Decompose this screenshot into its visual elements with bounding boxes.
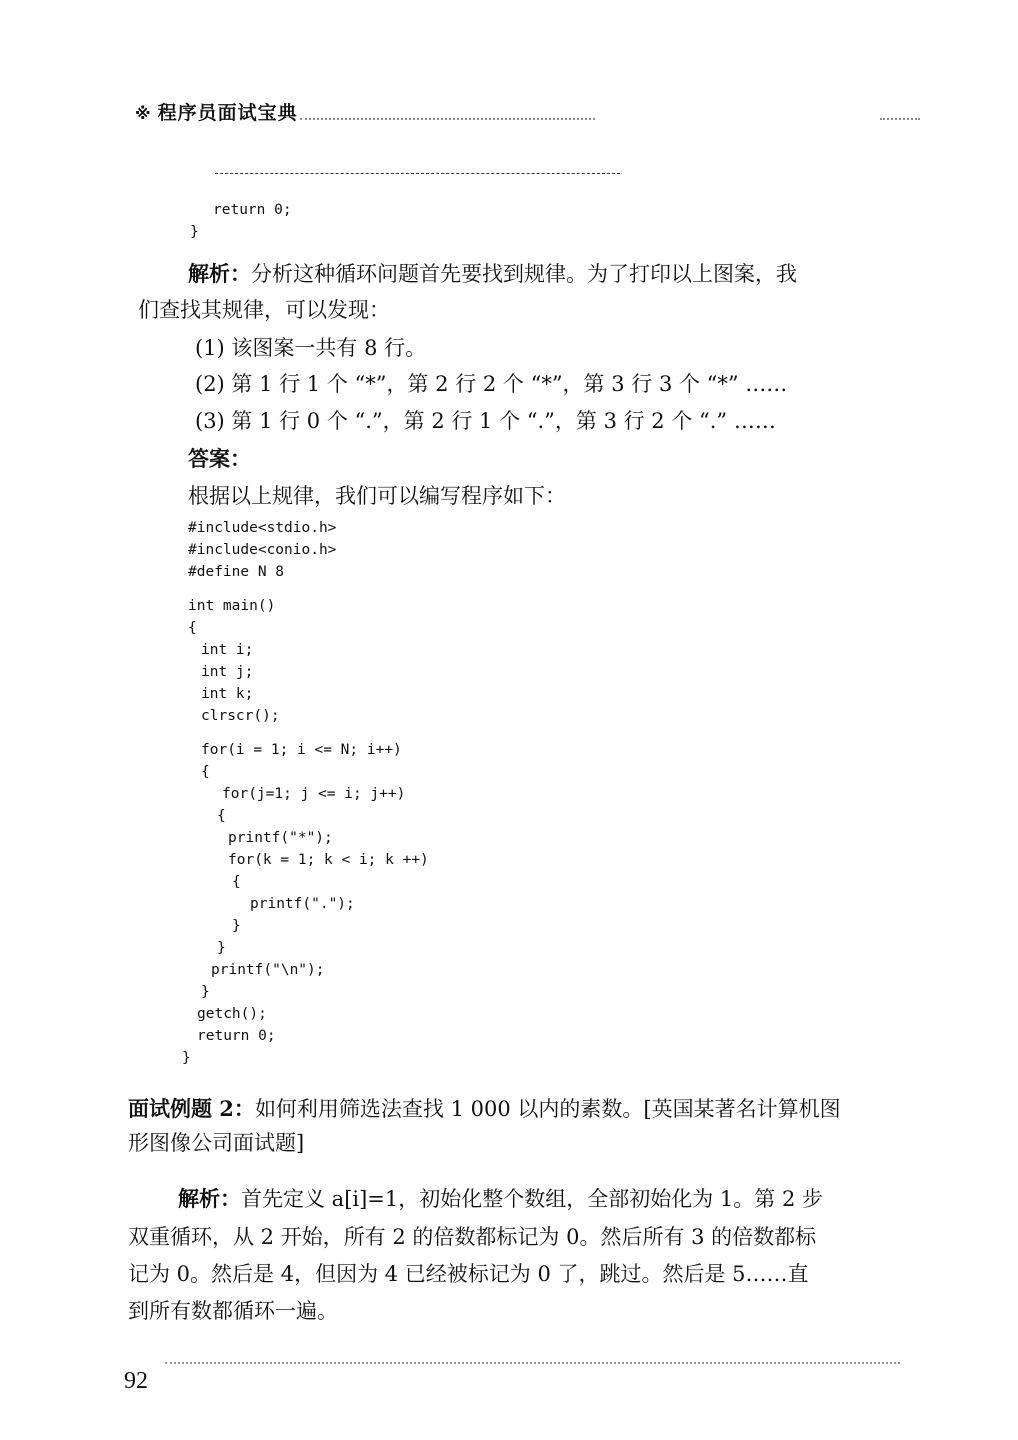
- header-dotted-rule-right: [880, 118, 920, 120]
- code-line: {: [217, 808, 226, 824]
- analysis-paragraph-line1: [188, 257, 797, 291]
- analysis-label: 解析：: [188, 261, 251, 286]
- analysis-text-1: 分析这种循环问题首先要找到规律。为了打印以上图案，我: [251, 262, 797, 286]
- analysis-2-text-4: 到所有数都循环一遍。: [128, 1299, 338, 1323]
- example-2-label: 面试例题 2：: [128, 1096, 255, 1121]
- answer-label: 答案：: [188, 446, 251, 471]
- code-line: int i;: [201, 642, 254, 658]
- page-number: 92: [124, 1368, 148, 1394]
- code-line: #define N 8: [188, 564, 285, 580]
- code-line: for(j=1; j <= i; j++): [222, 786, 406, 802]
- code-line: #include<stdio.h>: [188, 520, 337, 536]
- code-line: return 0;: [197, 1028, 276, 1044]
- code-line: for(k = 1; k < i; k ++): [228, 852, 429, 868]
- analysis-2-text-2: 双重循环，从 2 开始，所有 2 的倍数都标记为 0。然后所有 3 的倍数都标: [128, 1225, 817, 1249]
- code-line: int main(): [188, 598, 276, 614]
- code-return: return 0;: [213, 202, 292, 218]
- finding-item-2: (2) 第 1 行 1 个 “*”，第 2 行 2 个 “*”，第 3 行 3 个 “*” ……: [195, 372, 788, 396]
- footer-dotted-rule: [165, 1362, 900, 1364]
- code-line: printf("\n");: [211, 962, 325, 978]
- code-line: clrscr();: [201, 708, 280, 724]
- analysis-2-text-3: 记为 0。然后是 4，但因为 4 已经被标记为 0 了，跳过。然后是 5……直: [128, 1262, 809, 1286]
- code-line: #include<conio.h>: [188, 542, 337, 558]
- code-line: }: [232, 918, 241, 934]
- code-line: {: [201, 764, 210, 780]
- code-line: for(i = 1; i <= N; i++): [201, 742, 402, 758]
- analysis-2-line1: [178, 1182, 823, 1216]
- example-2-text: 如何利用筛选法查找 1 000 以内的素数。[英国某著名计算机图: [254, 1097, 841, 1121]
- book-title: 程序员面试宝典: [157, 102, 298, 124]
- code-close-brace: }: [190, 224, 199, 240]
- finding-item-3: (3) 第 1 行 0 个 “.”，第 2 行 1 个 “.”，第 3 行 2 个 “.” ……: [195, 409, 776, 433]
- code-line: int j;: [201, 664, 254, 680]
- code-line: {: [232, 874, 241, 890]
- output-dashed-line: [215, 173, 620, 174]
- analysis-2-label: 解析：: [178, 1186, 241, 1211]
- code-line: {: [188, 620, 197, 636]
- code-line: }: [217, 940, 226, 956]
- code-line: int k;: [201, 686, 254, 702]
- analysis-2-text-1: 首先定义 a[i]=1，初始化整个数组，全部初始化为 1。第 2 步: [241, 1187, 823, 1211]
- header-ornament-icon: ※: [135, 104, 152, 123]
- analysis-text-2: 们查找其规律，可以发现：: [138, 298, 390, 322]
- finding-item-1: (1) 该图案一共有 8 行。: [195, 336, 427, 360]
- code-line: getch();: [197, 1006, 267, 1022]
- answer-intro: 根据以上规律，我们可以编写程序如下：: [188, 484, 566, 508]
- code-line: printf("*");: [228, 830, 333, 846]
- running-header: [135, 98, 298, 125]
- header-dotted-rule: [300, 118, 595, 120]
- code-line: }: [182, 1050, 191, 1066]
- example-2-heading: [128, 1092, 841, 1126]
- code-line: printf(".");: [250, 896, 355, 912]
- example-2-text-2: 形图像公司面试题]: [128, 1131, 305, 1155]
- code-line: }: [201, 984, 210, 1000]
